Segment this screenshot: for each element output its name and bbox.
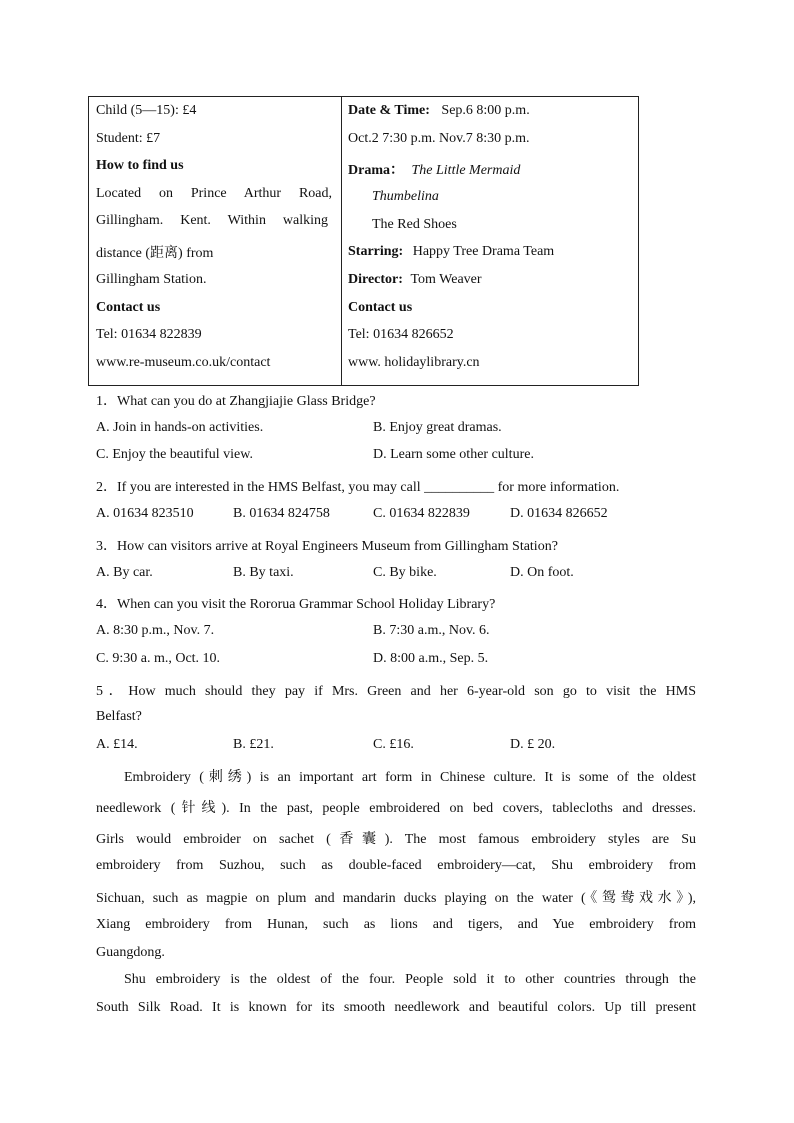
date-time-2: Oct.2 7:30 p.m. Nov.7 8:30 p.m. <box>348 131 530 146</box>
passage-p1-line-5: Sichuan, such as magpie on plum and mandarin ducks playing on the water (《鸳鸯戏水》), <box>96 891 696 906</box>
question-4-option-d[interactable]: D. 8:00 a.m., Sep. 5. <box>373 651 489 666</box>
question-1-option-b[interactable]: B. Enjoy great dramas. <box>373 420 502 435</box>
question-1-stem: 1．What can you do at Zhangjiajie Glass Bridge? <box>96 394 376 409</box>
passage-p1-line-1: Embroidery (刺绣) is an important art form in Chinese culture. It is some of the oldest <box>124 770 696 785</box>
passage-p1-line-6: Xiang embroidery from Hunan, such as lions and tigers, and Yue embroidery from <box>96 917 696 932</box>
passage-p1-line-4: embroidery from Suzhou, such as double-faced embroidery—cat, Shu embroidery from <box>96 858 696 873</box>
contact-heading-left: Contact us <box>96 300 161 315</box>
question-5-option-a[interactable]: A. £14. <box>96 737 138 752</box>
starring-row <box>348 244 554 260</box>
question-3-option-c[interactable]: C. By bike. <box>373 565 437 580</box>
starring-label: Starring: <box>348 244 404 259</box>
website-left[interactable]: www.re-museum.co.uk/contact <box>96 355 271 370</box>
drama-row <box>348 159 520 179</box>
question-2-stem: 2．If you are interested in the HMS Belfast, you may call __________ for more information. <box>96 480 620 495</box>
question-1-option-d[interactable]: D. Learn some other culture. <box>373 447 534 462</box>
question-4-option-a[interactable]: A. 8:30 p.m., Nov. 7. <box>96 623 215 638</box>
question-2-option-a[interactable]: A. 01634 823510 <box>96 506 194 521</box>
question-5-stem-line-1: 5．How much should they pay if Mrs. Green and her 6-year-old son go to visit the HMS <box>96 684 696 699</box>
location-line-3: distance (距离) from <box>96 246 214 261</box>
drama-title-2: Thumbelina <box>372 189 439 204</box>
location-line-2: Gillingham. Kent. Within walking <box>96 213 328 228</box>
date-time-row <box>348 103 530 119</box>
question-4-option-c[interactable]: C. 9:30 a. m., Oct. 10. <box>96 651 221 666</box>
date-time-1: Sep.6 8:00 p.m. <box>441 103 530 118</box>
question-5-option-d[interactable]: D. £ 20. <box>510 737 556 752</box>
question-5-stem-line-2: Belfast? <box>96 709 142 724</box>
child-price: Child (5—15): £4 <box>96 103 197 118</box>
question-5-option-c[interactable]: C. £16. <box>373 737 414 752</box>
drama-label: Drama： <box>348 163 404 178</box>
website-right[interactable]: www. holidaylibrary.cn <box>348 355 480 370</box>
date-time-label: Date & Time: <box>348 103 430 118</box>
question-3-stem: 3．How can visitors arrive at Royal Engineers Museum from Gillingham Station? <box>96 539 558 554</box>
question-2-option-d[interactable]: D. 01634 826652 <box>510 506 608 521</box>
question-2-option-b[interactable]: B. 01634 824758 <box>233 506 330 521</box>
tel-left: Tel: 01634 822839 <box>96 327 202 342</box>
passage-p2-line-2: South Silk Road. It is known for its smooth needlework and beautiful colors. Up till present <box>96 1000 696 1015</box>
passage-p1-line-7: Guangdong. <box>96 945 165 960</box>
table-divider <box>341 97 342 385</box>
question-2-option-c[interactable]: C. 01634 822839 <box>373 506 470 521</box>
question-5-option-b[interactable]: B. £21. <box>233 737 274 752</box>
passage-p1-line-2: needlework (针线). In the past, people embroidered on bed covers, tablecloths and dresses. <box>96 801 696 816</box>
question-4-stem: 4．When can you visit the Rororua Grammar School Holiday Library? <box>96 597 496 612</box>
passage-p1-line-3: Girls would embroider on sachet (香囊). The most famous embroidery styles are Su <box>96 832 696 847</box>
student-price: Student: £7 <box>96 131 161 146</box>
director-row <box>348 272 482 288</box>
location-line-1: Located on Prince Arthur Road, <box>96 186 332 201</box>
director-label: Director: <box>348 272 403 287</box>
question-4-option-b[interactable]: B. 7:30 a.m., Nov. 6. <box>373 623 490 638</box>
drama-title-1: The Little Mermaid <box>411 163 521 178</box>
question-3-option-d[interactable]: D. On foot. <box>510 565 574 580</box>
director-value: Tom Weaver <box>410 272 482 287</box>
question-3-option-b[interactable]: B. By taxi. <box>233 565 294 580</box>
question-3-option-a[interactable]: A. By car. <box>96 565 153 580</box>
location-line-4: Gillingham Station. <box>96 272 207 287</box>
how-to-find-heading: How to find us <box>96 158 184 173</box>
starring-value: Happy Tree Drama Team <box>412 244 555 259</box>
tel-right: Tel: 01634 826652 <box>348 327 454 342</box>
question-1-option-a[interactable]: A. Join in hands-on activities. <box>96 420 264 435</box>
drama-title-3: The Red Shoes <box>372 217 457 232</box>
question-1-option-c[interactable]: C. Enjoy the beautiful view. <box>96 447 253 462</box>
contact-heading-right: Contact us <box>348 300 413 315</box>
passage-p2-line-1: Shu embroidery is the oldest of the four. People sold it to other countries through the <box>124 972 696 987</box>
